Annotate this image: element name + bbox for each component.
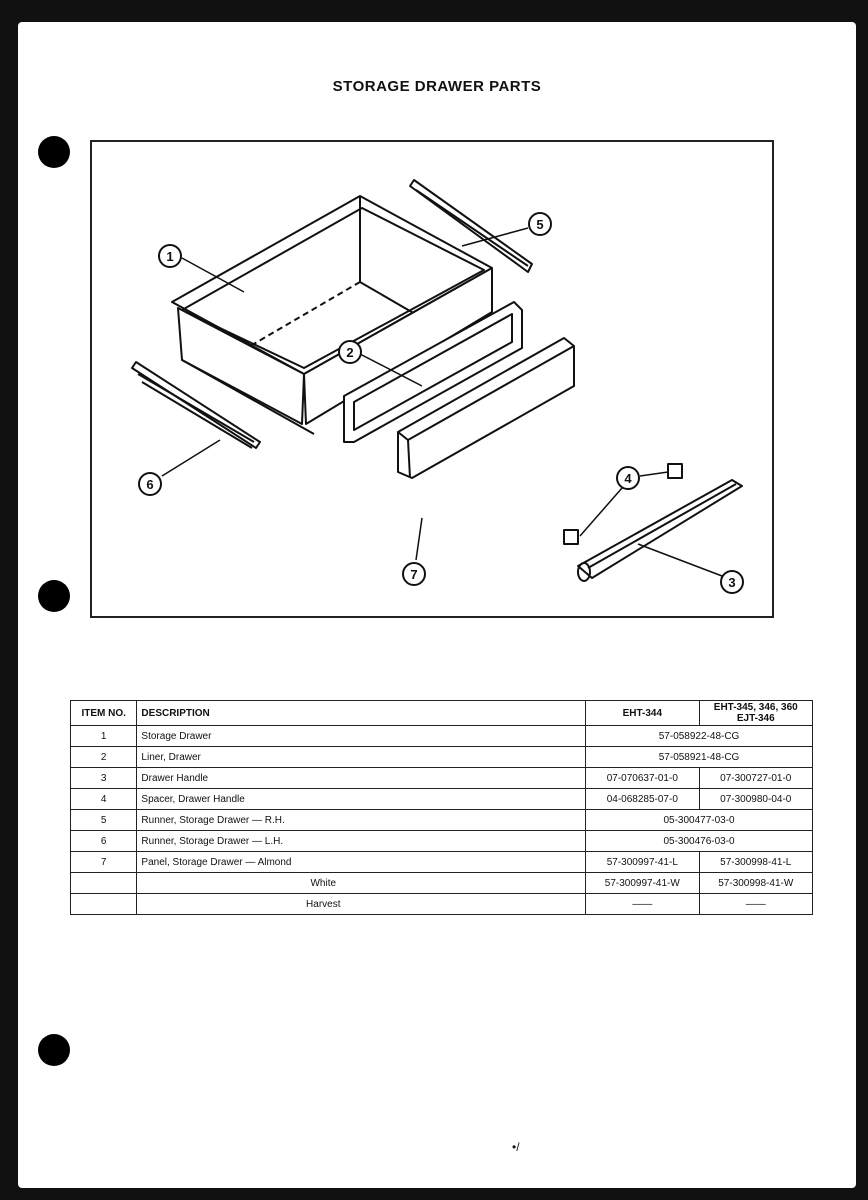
diagram-drawing bbox=[92, 142, 772, 616]
document-sheet bbox=[18, 22, 856, 1188]
callout-3: 3 bbox=[728, 575, 736, 590]
row-description: Runner, Storage Drawer — R.H. bbox=[137, 810, 586, 831]
row-part-number-model1: 07-070637-01-0 bbox=[586, 768, 699, 789]
row-part-number-model1: 57-300997-41-L bbox=[586, 852, 699, 873]
row-part-number-shared: 57-058922-48-CG bbox=[586, 726, 813, 747]
table-row bbox=[71, 747, 813, 768]
row-item bbox=[71, 873, 137, 894]
table-row bbox=[71, 831, 813, 852]
row-part-number-model2: 57-300998-41-L bbox=[699, 852, 812, 873]
row-part-number-model1: 04-068285-07-0 bbox=[586, 789, 699, 810]
row-description: Liner, Drawer bbox=[137, 747, 586, 768]
row-description: Runner, Storage Drawer — L.H. bbox=[137, 831, 586, 852]
row-item: 2 bbox=[71, 747, 137, 768]
row-part-number-shared: 57-058921-48-CG bbox=[586, 747, 813, 768]
callout-4: 4 bbox=[624, 471, 632, 486]
storage-drawer-shape bbox=[172, 196, 492, 434]
row-item: 3 bbox=[71, 768, 137, 789]
row-item: 7 bbox=[71, 852, 137, 873]
punch-hole-bottom bbox=[38, 1034, 70, 1066]
table-row bbox=[71, 810, 813, 831]
table-row bbox=[71, 768, 813, 789]
row-item: 6 bbox=[71, 831, 137, 852]
page-title: STORAGE DRAWER PARTS bbox=[332, 78, 542, 95]
drawer-handle-shape bbox=[578, 480, 742, 581]
parts-table bbox=[70, 700, 813, 915]
row-part-number-model2: 07-300980-04-0 bbox=[699, 789, 812, 810]
table-row bbox=[71, 852, 813, 873]
row-description: Storage Drawer bbox=[137, 726, 586, 747]
table-row bbox=[71, 873, 813, 894]
row-description: White bbox=[137, 873, 586, 894]
row-part-number-model1: —— bbox=[586, 894, 699, 915]
callout-7: 7 bbox=[410, 567, 418, 582]
header-model-eht345: EHT-345, 346, 360 EJT-346 bbox=[699, 701, 812, 726]
table-row bbox=[71, 789, 813, 810]
row-description: Panel, Storage Drawer — Almond bbox=[137, 852, 586, 873]
row-part-number-model2: —— bbox=[699, 894, 812, 915]
row-item: 4 bbox=[71, 789, 137, 810]
header-model-eht344: EHT-344 bbox=[586, 701, 699, 726]
exploded-parts-diagram bbox=[90, 140, 774, 618]
row-description: Harvest bbox=[137, 894, 586, 915]
row-part-number-shared: 05-300477-03-0 bbox=[586, 810, 813, 831]
table-row bbox=[71, 894, 813, 915]
table-header-row bbox=[71, 701, 813, 726]
row-part-number-model2: 07-300727-01-0 bbox=[699, 768, 812, 789]
punch-hole-middle bbox=[38, 580, 70, 612]
header-description: DESCRIPTION bbox=[137, 701, 586, 726]
stray-mark: •/ bbox=[512, 1140, 520, 1154]
row-item: 1 bbox=[71, 726, 137, 747]
table-row bbox=[71, 726, 813, 747]
row-part-number-shared: 05-300476-03-0 bbox=[586, 831, 813, 852]
row-part-number-model1: 57-300997-41-W bbox=[586, 873, 699, 894]
header-item-no: ITEM NO. bbox=[71, 701, 137, 726]
row-item: 5 bbox=[71, 810, 137, 831]
row-item bbox=[71, 894, 137, 915]
callout-2: 2 bbox=[346, 345, 354, 360]
callout-6: 6 bbox=[146, 477, 154, 492]
row-description: Spacer, Drawer Handle bbox=[137, 789, 586, 810]
callout-1: 1 bbox=[166, 249, 174, 264]
row-description: Drawer Handle bbox=[137, 768, 586, 789]
row-part-number-model2: 57-300998-41-W bbox=[699, 873, 812, 894]
callout-5: 5 bbox=[536, 217, 544, 232]
punch-hole-top bbox=[38, 136, 70, 168]
